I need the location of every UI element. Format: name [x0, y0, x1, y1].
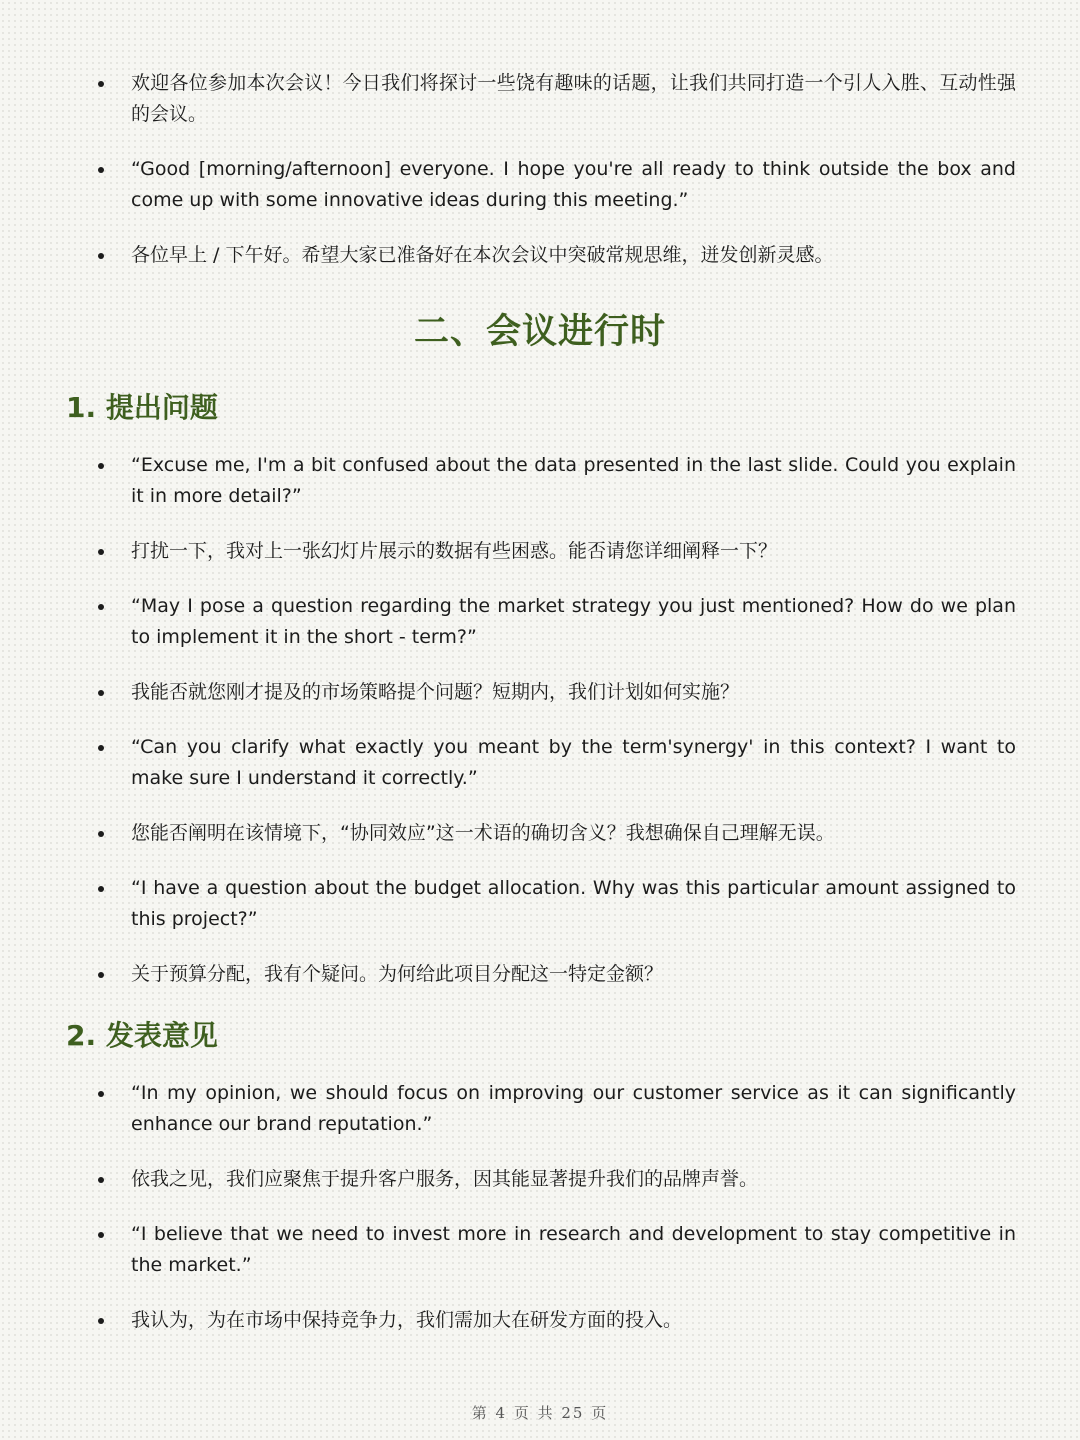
bullet-icon: [98, 1091, 104, 1097]
list-item-text: “In my opinion, we should focus on improving our customer service as it can significantly enhance our brand reputation.”: [131, 1082, 1016, 1135]
bullet-icon: [98, 745, 104, 751]
bullet-icon: [98, 549, 104, 555]
intro-list: [0, 68, 1080, 295]
list-item-text: 关于预算分配，我有个疑问。为何给此项目分配这一特定金额？: [131, 963, 664, 985]
list-item: [0, 1219, 1080, 1281]
bullet-icon: [98, 690, 104, 696]
list-item-text: 打扰一下，我对上一张幻灯片展示的数据有些困惑。能否请您详细阐释一下？: [131, 540, 778, 562]
list-item: [0, 591, 1080, 653]
list-item-text: “May I pose a question regarding the market strategy you just mentioned? How do we plan to implement it in the short - term?”: [131, 595, 1016, 648]
bullet-icon: [98, 253, 104, 259]
bullet-icon: [98, 167, 104, 173]
bullet-icon: [98, 886, 104, 892]
list-item: [0, 240, 1080, 271]
list-item-text: “Excuse me, I'm a bit confused about the data presented in the last slide. Could you explain it in more detail?”: [131, 454, 1016, 507]
list-item: [0, 677, 1080, 708]
bullet-icon: [98, 831, 104, 837]
questions-list: [0, 450, 1080, 1014]
list-item: [0, 1305, 1080, 1336]
page-number-footer: 第 4 页 共 25 页: [471, 1404, 609, 1422]
opinions-list: [0, 1078, 1080, 1360]
bullet-icon: [98, 1318, 104, 1324]
list-item: [0, 68, 1080, 130]
list-item: [0, 154, 1080, 216]
list-item-text: “Good [morning/afternoon] everyone. I hope you're all ready to think outside the box and come up with some innovative ideas during this meeting.”: [131, 158, 1016, 211]
bullet-icon: [98, 972, 104, 978]
list-item-text: “I believe that we need to invest more in research and development to stay competitive in the market.”: [131, 1223, 1016, 1276]
list-item: [0, 450, 1080, 512]
list-item: [0, 873, 1080, 935]
list-item: [0, 1078, 1080, 1140]
bullet-icon: [98, 1177, 104, 1183]
list-item: [0, 818, 1080, 849]
list-item-text: 我认为，为在市场中保持竞争力，我们需加大在研发方面的投入。: [131, 1309, 683, 1331]
bullet-icon: [98, 1232, 104, 1238]
bullet-icon: [98, 463, 104, 469]
list-item: [0, 536, 1080, 567]
list-item-text: 我能否就您刚才提及的市场策略提个问题？短期内，我们计划如何实施？: [131, 681, 740, 703]
list-item-text: 欢迎各位参加本次会议！今日我们将探讨一些饶有趣味的话题，让我们共同打造一个引人入胜、互动性强的会议。: [131, 72, 1016, 125]
list-item-text: 您能否阐明在该情境下，“协同效应”这一术语的确切含义？我想确保自己理解无误。: [131, 822, 835, 844]
list-item: [0, 1164, 1080, 1195]
list-item: [0, 732, 1080, 794]
list-item-text: 依我之见，我们应聚焦于提升客户服务，因其能显著提升我们的品牌声誉。: [131, 1168, 759, 1190]
subheading-ask-questions: 1. 提出问题: [66, 391, 218, 424]
bullet-icon: [98, 81, 104, 87]
section-title: 二、会议进行时: [413, 312, 666, 352]
list-item-text: “Can you clarify what exactly you meant by the term'synergy' in this context? I want to make sure I understand it correctly.”: [131, 736, 1016, 789]
bullet-icon: [98, 604, 104, 610]
list-item-text: “I have a question about the budget allocation. Why was this particular amount assigned to this project?”: [131, 877, 1016, 930]
list-item: [0, 959, 1080, 990]
list-item-text: 各位早上 / 下午好。希望大家已准备好在本次会议中突破常规思维，迸发创新灵感。: [131, 244, 834, 266]
subheading-express-opinions: 2. 发表意见: [66, 1019, 218, 1052]
